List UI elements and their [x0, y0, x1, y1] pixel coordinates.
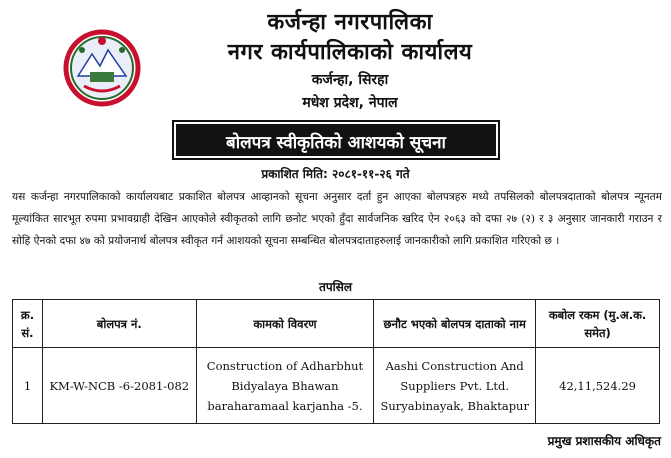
nepal-emblem-icon [62, 28, 142, 108]
letterhead [0, 8, 671, 120]
cell-amount: 42,11,524.29 [536, 348, 660, 424]
office-name: नगर कार्यपालिकाको कार्यालय [227, 40, 473, 65]
cell-bid-no: KM-W-NCB -6-2081-082 [42, 348, 196, 424]
office-title-block [160, 8, 540, 114]
published-date: प्रकाशित मिति: २०८१-११-२६ गते [261, 167, 410, 181]
header-bid-no: बोलपत्र नं. [42, 300, 196, 348]
cell-bidder: Aashi Construction And Suppliers Pvt. Ltd. Suryabinayak, Bhaktapur [374, 348, 536, 424]
table-row [13, 348, 660, 424]
header-bidder: छनौट भएको बोलपत्र दाताको नाम [374, 300, 536, 348]
header-work: कामको विवरण [196, 300, 374, 348]
cell-work: Construction of Adharbhut Bidyalaya Bhawan baraharamaal karjanha -5. [196, 348, 374, 424]
notice-body-paragraph: यस कर्जन्हा नगरपालिकाको कार्यालयबाट प्रकाशित बोलपत्र आव्हानको सूचना अनुसार दर्ता हुन आएका बोलपत्रहरु मध्ये तपसिलको बोलपत्रदाताको बोलपत्र न्यूनतम मूल्यांकित सारभूत रुपमा प्रभावग्राही देखिन आएकोले स्वीकृतको लागि छनोट भएको हुँदा सार्वजनिक खरिद ऐन २०६३ को दफा २७ (२) र ३ अनुसार जानकारी गराउन र सोहि ऐनको दफा ४७ को प्रयोजनार्थ बोलपत्र स्वीकृत गर्न आशयको सूचना सम्बन्धित बोलपत्रदाताहरुलाई जानकारीको लागि प्रकाशित गरिएको छ । [12, 191, 662, 247]
bid-table [12, 299, 660, 424]
header-amount: कबोल रकम (मु.अ.क. समेत) [536, 300, 660, 348]
cell-sn: 1 [13, 348, 43, 424]
municipality-name: कर्जन्हा नगरपालिका [267, 10, 433, 35]
table-header-row [13, 300, 660, 348]
office-location: कर्जन्हा, सिरहा [311, 72, 389, 88]
notice-title-banner: बोलपत्र स्वीकृतिको आशयको सूचना [176, 124, 496, 156]
header-sn: क्र. सं. [13, 300, 43, 348]
signoff-designation: प्रमुख प्रशासकीय अधिकृत [547, 434, 661, 448]
details-label: तपसिल [318, 280, 352, 294]
office-province: मधेश प्रदेश, नेपाल [302, 95, 398, 111]
